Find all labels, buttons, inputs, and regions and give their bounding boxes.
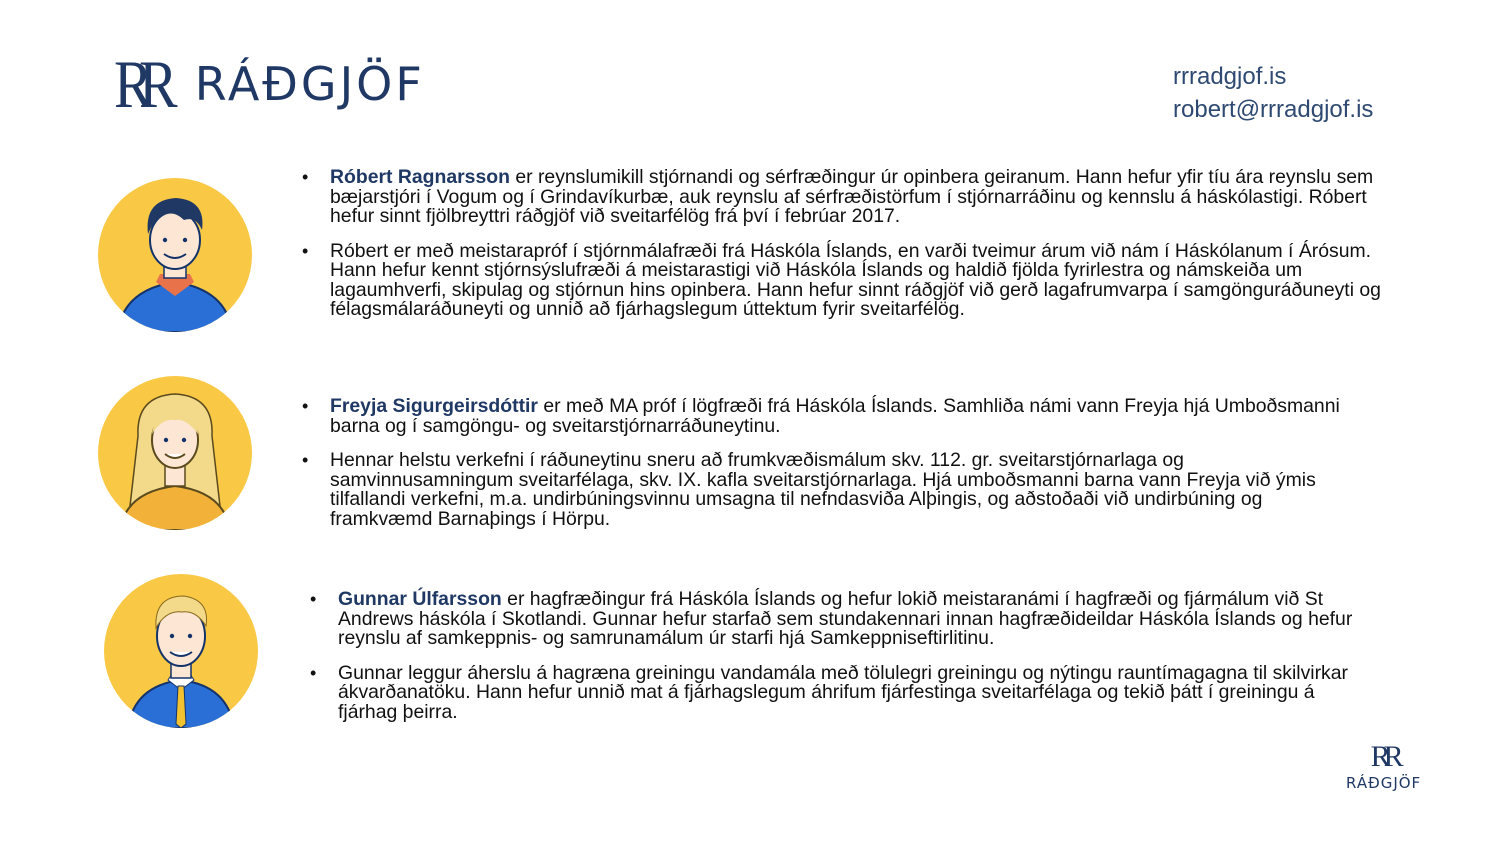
footer-logo <box>1346 742 1421 792</box>
website-link[interactable]: rrradgjof.is <box>1173 63 1287 90</box>
bio-text: er reynslumikill stjórnandi og sérfræðingur úr opinbera geiranum. Hann hefur yfir tíu ára reynslu sem bæjarstjóri í Vogum og í Grindavíkurbæ, auk reynslu af sérfræðistörfum í stjórnarráðinu og kennslu á háskólastigi. Róbert hefur sinnt fjölbreyttri ráðgjöf við sveitarfélög frá því í febrúar 2017. <box>330 166 1374 227</box>
logo-mark: RR <box>114 46 164 122</box>
company-logo <box>114 46 425 122</box>
bio-freyja-bullet-1 <box>302 397 1367 436</box>
email-link[interactable]: robert@rrradgjof.is <box>1173 96 1374 123</box>
bio-robert-bullet-2: • Róbert er með meistarapróf í stjórnmálafræði frá Háskóla Íslands, en varði tveimur árum við nám í Háskólanum í Árósum. Hann hefur kennt stjórnsýslufræði á meistarastigi við Háskóla Íslands og haldið fjölda fyrirlestra og námskeiða um lagaumhverfi, skipulag og stjórnun hins opinbera. Hann hefur sinnt ráðgjöf við gerð lagafrumvarpa í samgönguráðuneyti og félagsmálaráðuneyti og unnið að fjárhagslegum úttektum fyrir sveitarfélög. <box>302 242 1407 320</box>
bio-text: er hagfræðingur frá Háskóla Íslands og hefur lokið meistaranámi í hagfræði og fjármálum við St Andrews háskóla í Skotlandi. Gunnar hefur starfað sem stundakennari innan hagfræðideildar Háskóla Íslands og hefur reynslu af samkeppnis- og samrunamálum úr starfi hjá Samkeppniseftirlitinu. <box>338 588 1353 649</box>
person-name: Róbert Ragnarsson <box>330 166 510 188</box>
bio-gunnar-bullet-1 <box>310 590 1370 649</box>
bio-gunnar-bullet-2: • Gunnar leggur áherslu á hagræna greiningu vandamála með tölulegri greiningu og nýtingu rauntímagagna til skilvirkar ákvarðanatöku. Hann hefur unnið mat á fjárhagslegum áhrifum fjárfestinga sveitarfélaga og tekið þátt í greiningu á fjárhag þeirra. <box>310 664 1370 723</box>
person-name: Gunnar Úlfarsson <box>338 588 502 610</box>
bio-text: er með MA próf í lögfræði frá Háskóla Íslands. Samhliða námi vann Freyja hjá Umboðsmanni barna og í samgöngu- og sveitarstjórnarráðuneytinu. <box>330 395 1340 437</box>
person-name: Freyja Sigurgeirsdóttir <box>330 395 538 417</box>
footer-logo-mark: RR <box>1370 740 1397 773</box>
bio-gunnar <box>310 590 1370 737</box>
footer-logo-wordmark: RÁÐGJÖF <box>1346 774 1422 792</box>
avatar-robert <box>98 178 252 332</box>
avatar-gunnar <box>104 574 258 728</box>
bio-robert-bullet-1 <box>302 168 1407 227</box>
bio-freyja <box>302 397 1367 544</box>
logo-wordmark: RÁÐGJÖF <box>194 57 425 111</box>
avatar-freyja <box>98 376 252 530</box>
bio-robert <box>302 168 1407 335</box>
bio-freyja-bullet-2: • Hennar helstu verkefni í ráðuneytinu sneru að frumkvæðismálum skv. 112. gr. sveitarstjórnarlaga og samvinnusamningum sveitarfélaga, skv. IX. kafla sveitarstjórnarlaga. Hjá umboðsmanni barna vann Freyja við ýmis tilfallandi verkefni, m.a. undirbúningsvinnu umsagna til nefndasviða Alþingis, og aðstoðaði við undirbúning og framkvæmd Barnaþings í Hörpu. <box>302 451 1367 529</box>
contact-info <box>1173 60 1373 126</box>
